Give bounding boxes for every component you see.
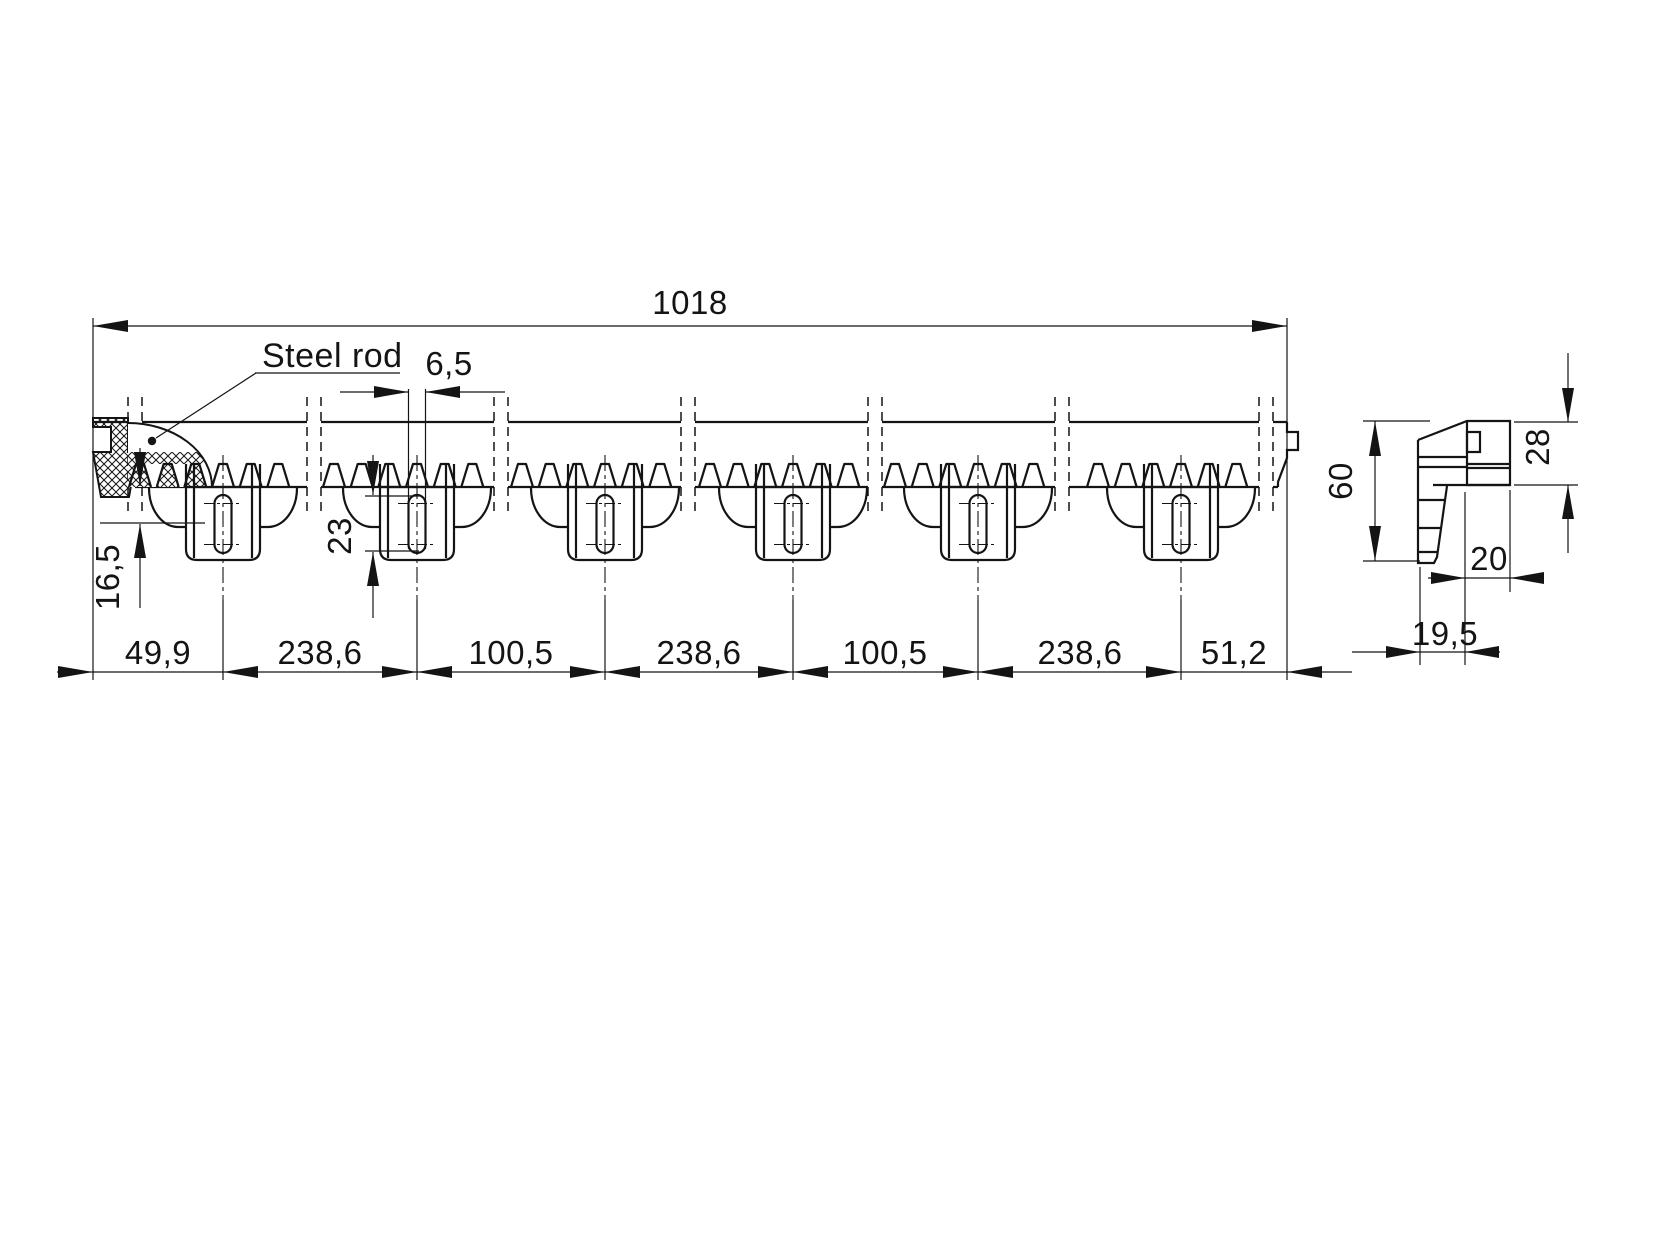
module-joint-break-lines bbox=[128, 397, 1273, 516]
rod-pocket bbox=[1467, 432, 1480, 452]
dim-label-28: 28 bbox=[1519, 428, 1556, 466]
chain-label-6: 238,6 bbox=[1037, 634, 1123, 671]
dimension-chain bbox=[57, 634, 1352, 678]
dim-label-19-5: 19,5 bbox=[1411, 615, 1479, 652]
dimension-profile-height bbox=[1514, 353, 1578, 553]
chain-label-7: 51,2 bbox=[1200, 634, 1268, 671]
dim-label-20: 20 bbox=[1470, 540, 1508, 577]
rack-teeth bbox=[129, 464, 1247, 487]
chain-label-3: 100,5 bbox=[468, 634, 554, 671]
chain-label-4: 238,6 bbox=[656, 634, 742, 671]
steel-rod-label: Steel rod bbox=[262, 337, 403, 375]
dim-label-6-5: 6,5 bbox=[425, 345, 473, 382]
dimension-leg-offset bbox=[1352, 567, 1500, 665]
dimension-overall-height bbox=[1322, 421, 1430, 561]
dim-label-16-5: 16,5 bbox=[89, 543, 126, 611]
dim-label-1018: 1018 bbox=[652, 284, 728, 321]
main-view bbox=[57, 284, 1352, 680]
right-end-tab bbox=[1278, 422, 1298, 487]
side-view bbox=[1322, 353, 1578, 665]
dim-label-23: 23 bbox=[321, 517, 358, 555]
dim-label-60: 60 bbox=[1322, 462, 1359, 500]
chain-label-1: 49,9 bbox=[124, 634, 192, 671]
chain-label-5: 100,5 bbox=[842, 634, 928, 671]
chain-label-2: 238,6 bbox=[277, 634, 363, 671]
leader-dot bbox=[148, 437, 156, 445]
